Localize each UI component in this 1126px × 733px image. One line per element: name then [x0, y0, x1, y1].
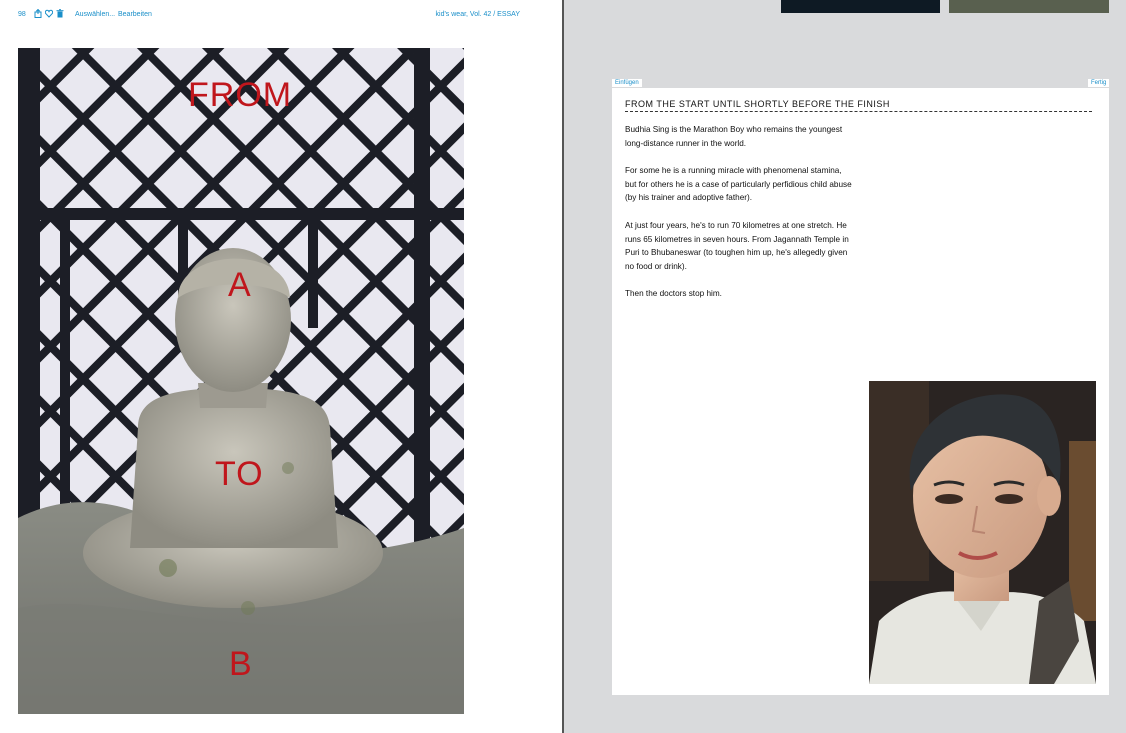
left-page — [0, 0, 562, 733]
overlay-word-b: B — [229, 645, 253, 683]
edit-menu[interactable]: Bearbeiten — [118, 11, 152, 18]
color-swatch-dark[interactable] — [781, 0, 940, 13]
share-icon[interactable] — [34, 9, 42, 18]
paragraph: Then the doctors stop him. — [625, 289, 722, 299]
overlay-word-a: A — [228, 266, 252, 304]
boy-figure-photo — [869, 381, 1096, 684]
heart-icon[interactable] — [45, 9, 53, 18]
text-card — [612, 88, 1109, 695]
paragraph: At just four years, he's to run 70 kilometres at one stretch. He runs 65 kilometres in seven hours. From Jagannath Temple in Puri to Bhubaneswar (to toughen him up, he's allegedly given no food or drink). — [625, 220, 849, 271]
statue-photo-graphic — [18, 48, 464, 714]
left-toolbar — [18, 10, 544, 22]
overlay-word-from: FROM — [188, 76, 293, 114]
trash-icon[interactable] — [56, 9, 64, 18]
article-headline: FROM THE START UNTIL SHORTLY BEFORE THE FINISH — [625, 99, 1092, 112]
done-button[interactable]: Fertig — [1088, 79, 1109, 87]
issue-label[interactable]: kid's wear, Vol. 42 / ESSAY — [435, 11, 520, 18]
right-page — [564, 0, 1126, 733]
color-swatch-olive[interactable] — [949, 0, 1109, 13]
toolbar-icons — [34, 9, 64, 18]
article-body[interactable] — [625, 123, 855, 315]
boy-figure-graphic — [869, 381, 1096, 684]
statue-photo — [18, 48, 464, 714]
page-number: 98 — [18, 11, 26, 18]
overlay-word-to: TO — [215, 455, 264, 493]
paragraph: For some he is a running miracle with phenomenal stamina, but for others he is a case of particularly perfidious child abuse (by his trainer and adoptive father). — [625, 166, 852, 203]
insert-button[interactable]: Einfügen — [612, 79, 642, 87]
select-menu[interactable]: Auswählen... — [75, 11, 116, 18]
paragraph: Budhia Sing is the Marathon Boy who remains the youngest long-distance runner in the world. — [625, 125, 843, 148]
